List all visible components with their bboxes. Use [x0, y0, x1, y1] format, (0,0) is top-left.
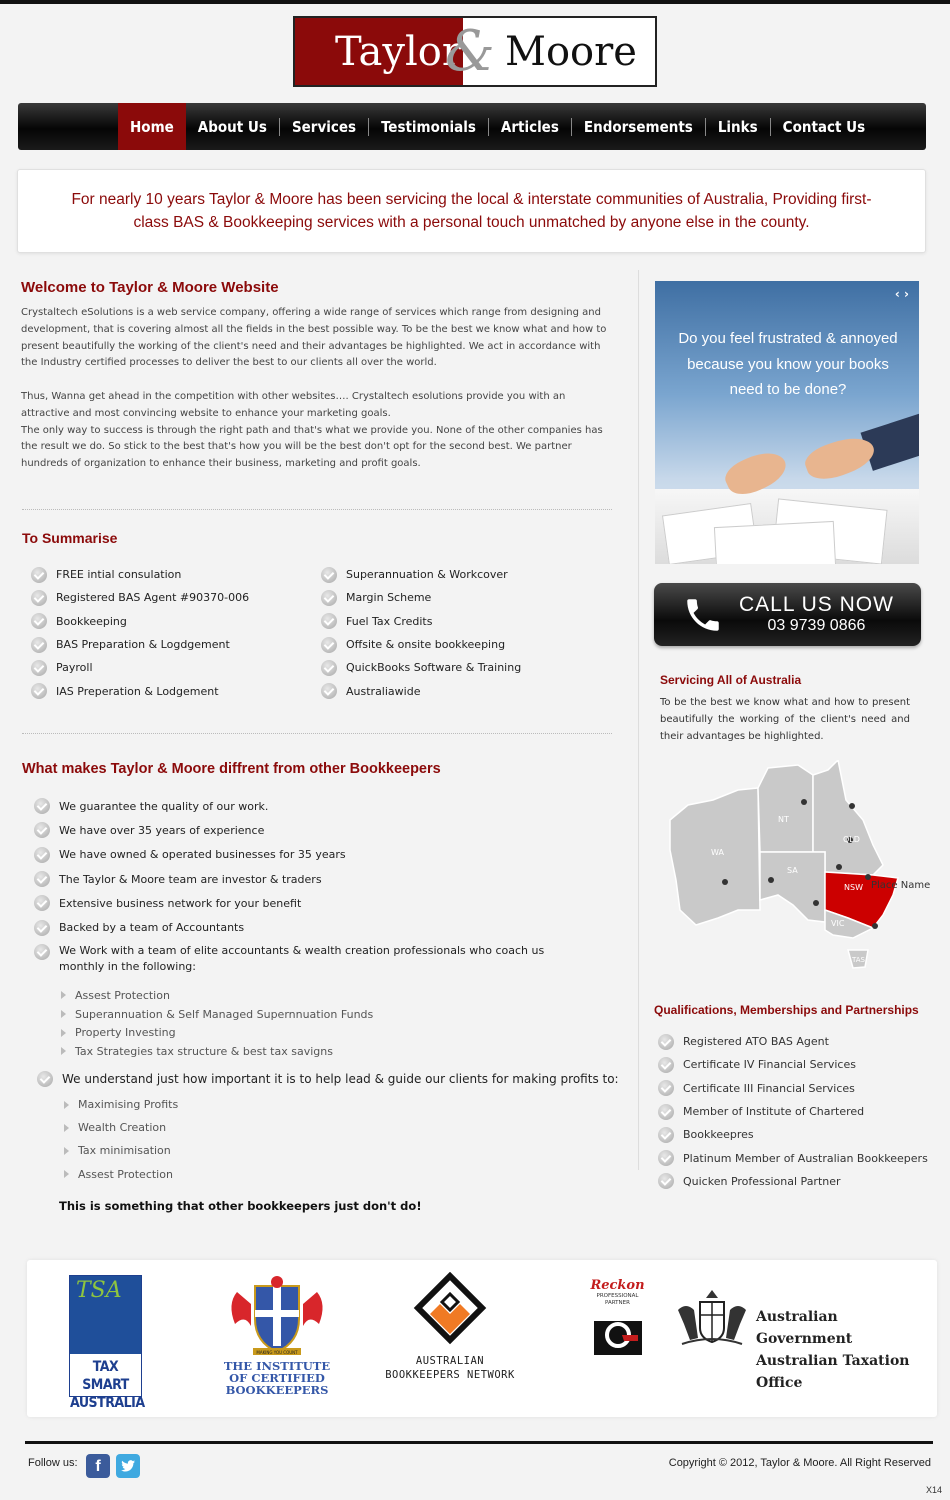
crest-icon — [217, 1274, 337, 1358]
map-label-nt: NT — [778, 815, 789, 824]
summary-item-label: IAS Preperation & Lodgement — [56, 684, 219, 698]
summary-item-label: Margin Scheme — [346, 591, 432, 605]
summary-item — [31, 610, 311, 633]
map-dot — [813, 900, 819, 906]
map-nt — [758, 765, 813, 852]
intro-banner: For nearly 10 years Taylor & Moore has been servicing the local & interstate communities of Australia, Providing first-class BAS & Bookkeeping services with a personal touch unmatched by anyone else in the county. — [17, 169, 926, 253]
version-tag: X14 — [925, 1485, 942, 1495]
closing-statement: This is something that other bookkeepers just don't do! — [59, 1199, 422, 1213]
sub-list-label: Tax Strategies tax structure & best tax savigns — [75, 1044, 333, 1058]
ato-line-1: Australian Government — [756, 1309, 853, 1347]
summary-column-2 — [321, 563, 601, 703]
welcome-paragraph-2: Thus, Wanna get ahead in the competition with other websites…. Crystaltech esolutions provide you with an attractive and most convincing website to enhance your marketing goals. — [21, 390, 566, 419]
nav-endorsements[interactable]: Endorsements — [583, 117, 693, 136]
tsa-letters: TSA — [76, 1278, 122, 1303]
map-label-sa: SA — [787, 866, 798, 875]
tsa-emblem — [70, 1276, 141, 1354]
logo-ampersand: & — [445, 19, 495, 84]
check-icon — [321, 683, 337, 699]
qualification-label: Bookkeepres — [683, 1128, 754, 1142]
australia-map[interactable] — [668, 760, 930, 975]
column-divider — [638, 270, 639, 1170]
check-icon — [34, 871, 50, 887]
reckon-emblem-icon — [594, 1313, 642, 1355]
summary-item — [321, 563, 601, 586]
divider — [22, 509, 612, 510]
map-label-qld: QLD — [843, 835, 860, 844]
check-icon — [321, 590, 337, 606]
summary-title: To Summarise — [22, 530, 118, 546]
summary-item — [31, 563, 311, 586]
map-label-vic: VIC — [831, 919, 845, 928]
coaching-sub-list — [61, 986, 373, 1061]
qualification-item — [658, 1146, 928, 1169]
different-item-label: We have over 35 years of experience — [59, 823, 265, 837]
sub-list-item — [64, 1116, 178, 1139]
check-icon — [321, 660, 337, 676]
divider — [22, 733, 612, 734]
institute-certified-bookkeepers-logo[interactable] — [217, 1274, 337, 1404]
papers-illustration — [655, 489, 919, 564]
different-item-label: We guarantee the quality of our work. — [59, 799, 269, 813]
check-icon — [321, 613, 337, 629]
main-nav — [18, 103, 926, 150]
reckon-subtitle: PROFESSIONAL PARTNER — [596, 1293, 639, 1306]
qualifications-list — [658, 1030, 928, 1193]
summary-item-label: FREE intial consulation — [56, 568, 182, 582]
summary-item — [321, 679, 601, 702]
summary-column-1 — [31, 563, 311, 703]
australian-bookkeepers-network-logo[interactable] — [380, 1272, 520, 1382]
welcome-body — [21, 305, 616, 473]
arrow-right-icon — [64, 1170, 69, 1178]
tsa-line-2: AUSTRALIA — [70, 1395, 145, 1411]
check-icon — [321, 637, 337, 653]
top-bar — [0, 0, 950, 4]
qualification-label: Quicken Professional Partner — [683, 1174, 841, 1188]
icb-line-2: OF CERTIFIED — [229, 1371, 325, 1385]
tax-smart-australia-logo[interactable] — [69, 1275, 145, 1411]
different-item — [34, 818, 574, 842]
different-title: What makes Taylor & Moore diffrent from other Bookkeepers — [22, 761, 441, 777]
check-icon — [34, 895, 50, 911]
summary-item-label: Bookkeeping — [56, 614, 127, 628]
check-icon — [658, 1057, 674, 1073]
sleeve-shape — [861, 411, 919, 471]
arrow-right-icon — [61, 1047, 66, 1055]
summary-item — [321, 586, 601, 609]
paper-shape — [714, 521, 836, 564]
nav-links[interactable]: Links — [717, 117, 758, 136]
qualification-label: Certificate III Financial Services — [683, 1081, 855, 1095]
servicing-title: Servicing All of Australia — [660, 673, 802, 687]
servicing-body: To be the best we know what and how to present beautifully the working of the client's need and their advantages be highlighted. — [660, 697, 910, 742]
sub-list-label: Assest Protection — [75, 988, 170, 1002]
abn-name — [380, 1354, 520, 1382]
sub-list-label: Superannuation & Self Managed Supernnuation Funds — [75, 1007, 374, 1021]
sub-list-item — [61, 1005, 373, 1024]
sub-list-item — [61, 986, 373, 1005]
slider-arrows-icon[interactable]: ‹ › — [894, 287, 909, 301]
qualification-label: Member of Institute of Chartered — [683, 1105, 865, 1119]
qualification-label: Registered ATO BAS Agent — [683, 1035, 829, 1049]
map-dot — [722, 879, 728, 885]
check-icon — [658, 1104, 674, 1120]
follow-us-label: Follow us: — [28, 1457, 78, 1469]
sub-list-label: Property Investing — [75, 1026, 176, 1040]
summary-item — [31, 586, 311, 609]
abn-line-1: AUSTRALIAN — [415, 1355, 485, 1367]
check-icon — [34, 944, 50, 960]
qualifications-title: Qualifications, Memberships and Partnerships — [654, 1003, 919, 1017]
coat-of-arms-icon — [672, 1290, 752, 1350]
reckon-partner-logo[interactable] — [590, 1278, 645, 1370]
different-item — [34, 794, 574, 818]
qualification-item — [658, 1077, 928, 1100]
logo-word-taylor: Taylor — [295, 18, 463, 85]
map-dot — [836, 864, 842, 870]
call-us-button[interactable] — [654, 583, 921, 646]
summary-item — [321, 610, 601, 633]
nav-home[interactable]: Home — [118, 103, 186, 150]
map-dot — [872, 923, 878, 929]
map-label-nsw: NSW — [844, 883, 863, 892]
different-item-label: The Taylor & Moore team are investor & traders — [59, 872, 322, 886]
site-logo[interactable] — [293, 16, 657, 87]
qualification-label: Certificate IV Financial Services — [683, 1058, 856, 1072]
icb-line-1: THE INSTITUTE — [223, 1359, 331, 1373]
check-icon — [321, 567, 337, 583]
map-label-wa: WA — [711, 848, 724, 857]
qualification-label: Platinum Member of Australian Bookkeepers — [683, 1151, 928, 1165]
summary-item-label: Superannuation & Workcover — [346, 568, 508, 582]
arrow-right-icon — [61, 991, 66, 999]
summary-item — [31, 656, 311, 679]
map-dot — [801, 799, 807, 805]
different-item — [34, 867, 574, 891]
summary-item-label: Fuel Tax Credits — [346, 614, 433, 628]
check-icon — [34, 920, 50, 936]
map-dot — [849, 803, 855, 809]
sub-list-item — [64, 1093, 178, 1116]
different-item-label: Extensive business network for your benefit — [59, 896, 302, 910]
check-icon — [31, 637, 47, 653]
nav-services[interactable]: Services — [291, 117, 357, 136]
summary-item — [321, 633, 601, 656]
qualification-item — [658, 1123, 928, 1146]
call-text — [739, 594, 894, 636]
check-icon — [31, 683, 47, 699]
check-icon — [31, 613, 47, 629]
sub-list-label: Wealth Creation — [78, 1121, 167, 1135]
icb-name — [217, 1360, 337, 1396]
different-item-label: We Work with a team of elite accountants & wealth creation professionals who coach us monthly in the following: — [59, 943, 545, 974]
different-item-label: We have owned & operated businesses for 35 years — [59, 848, 346, 862]
nav-articles[interactable]: Articles — [500, 117, 559, 136]
welcome-paragraph-3: The only way to success is through the right path and that's what we provide you. None of the other companies has the result we do. So stick to the best that's how you will be the best don't opt for the second best. We partner hundreds of organization to enhance their business, marketing and profit goals. — [21, 424, 603, 470]
paragraph-spacer — [21, 372, 616, 389]
map-place-label: Place Name — [871, 880, 930, 891]
check-icon — [31, 660, 47, 676]
sub-list-item — [61, 1042, 373, 1061]
map-dot — [768, 877, 774, 883]
check-icon — [34, 847, 50, 863]
logo-word-moore: Moore — [505, 28, 637, 75]
different-item — [34, 891, 574, 915]
nav-contact-us[interactable]: Contact Us — [782, 117, 866, 136]
sub-list-label: Maximising Profits — [78, 1098, 179, 1112]
arrow-right-icon — [61, 1029, 66, 1037]
phone-number: 03 9739 0866 — [767, 616, 866, 634]
ato-line-2: Australian Taxation Office — [756, 1353, 910, 1391]
different-list — [34, 794, 574, 976]
check-icon — [658, 1034, 674, 1050]
summary-item — [31, 633, 311, 656]
different-item — [34, 843, 574, 867]
check-icon — [31, 590, 47, 606]
qualification-item — [658, 1030, 928, 1053]
nav-testimonials[interactable]: Testimonials — [381, 117, 476, 136]
sub-list-label: Assest Protection — [78, 1167, 173, 1181]
promo-slider[interactable] — [655, 281, 919, 564]
arrow-right-icon — [64, 1101, 69, 1109]
summary-item — [31, 679, 311, 702]
summary-item-label: QuickBooks Software & Training — [346, 661, 522, 675]
reckon-name: Reckon — [590, 1278, 645, 1293]
summary-item-label: Registered BAS Agent #90370-006 — [56, 591, 250, 605]
check-icon — [658, 1080, 674, 1096]
ato-name — [756, 1306, 912, 1394]
partner-logos — [27, 1260, 937, 1417]
tsa-name — [70, 1358, 145, 1412]
call-label: CALL US NOW — [739, 592, 894, 616]
summary-item — [321, 656, 601, 679]
check-icon — [34, 822, 50, 838]
facebook-icon[interactable]: f — [86, 1454, 110, 1478]
welcome-title: Welcome to Taylor & Moore Website — [21, 279, 279, 296]
sub-list-item — [61, 1023, 373, 1042]
arrow-right-icon — [64, 1147, 69, 1155]
understand-item — [37, 1071, 619, 1087]
twitter-icon[interactable] — [116, 1454, 140, 1478]
footer-divider — [25, 1441, 933, 1444]
different-item — [34, 943, 574, 976]
australian-taxation-office-logo[interactable] — [672, 1290, 912, 1391]
qualification-item — [658, 1100, 928, 1123]
different-item-label: Backed by a team of Accountants — [59, 921, 245, 935]
phone-icon — [682, 594, 724, 636]
abn-diamond-icon — [380, 1272, 520, 1352]
check-icon — [34, 798, 50, 814]
check-icon — [31, 567, 47, 583]
summary-item-label: Australiawide — [346, 684, 421, 698]
summary-item-label: Payroll — [56, 661, 93, 675]
understand-label: We understand just how important it is to help lead & guide our clients for making profits to: — [62, 1072, 619, 1086]
tsa-line-1: TAX SMART — [82, 1359, 129, 1393]
welcome-paragraph-1: Crystaltech eSolutions is a web service company, offering a wide range of services which range from designing and development, that is covering almost all the fields in the best possible way. To be the best we know what and how to present beautifully the working of the client's need and their advantages be highlighted. We act in accordance with the Industry certified processes to deliver the best to our clients all over the world. — [21, 307, 607, 369]
qualification-item — [658, 1170, 928, 1193]
check-icon — [658, 1173, 674, 1189]
check-icon — [658, 1127, 674, 1143]
nav-about-us[interactable]: About Us — [197, 117, 267, 136]
map-label-tas: TAS — [852, 956, 865, 964]
abn-line-2: BOOKKEEPERS NETWORK — [385, 1369, 515, 1381]
crest-motto: MAKING YOU COUNT — [256, 1350, 298, 1355]
check-icon — [658, 1150, 674, 1166]
check-icon — [37, 1071, 53, 1087]
arrow-right-icon — [64, 1124, 69, 1132]
promo-text: Do you feel frustrated & annoyed because you know your books need to be done? — [678, 330, 898, 398]
profits-sub-list — [64, 1093, 178, 1186]
qualification-item — [658, 1053, 928, 1076]
arrow-right-icon — [61, 1010, 66, 1018]
sub-list-item — [64, 1139, 178, 1162]
map-sa — [760, 852, 825, 922]
summary-item-label: Offsite & onsite bookkeeping — [346, 638, 506, 652]
sub-list-label: Tax minimisation — [78, 1144, 171, 1158]
different-item — [34, 915, 574, 939]
summary-item-label: BAS Preparation & Logdgement — [56, 638, 230, 652]
sub-list-item — [64, 1163, 178, 1186]
icb-line-3: BOOKKEEPERS — [225, 1383, 329, 1397]
copyright-text: Copyright © 2012, Taylor & Moore. All Right Reserved — [668, 1457, 931, 1469]
